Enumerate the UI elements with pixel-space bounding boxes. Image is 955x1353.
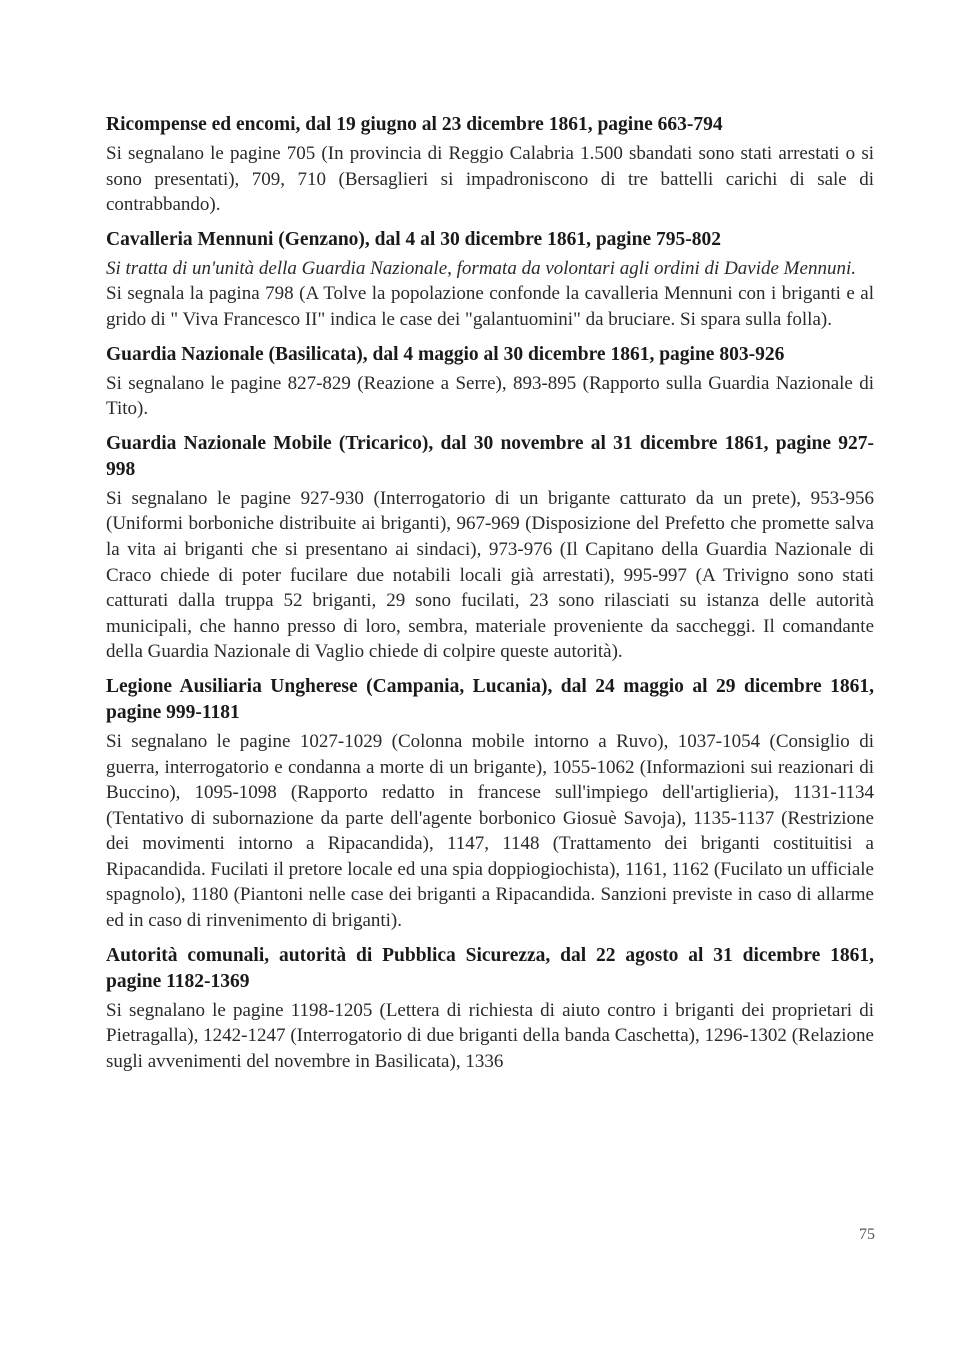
section-heading: Cavalleria Mennuni (Genzano), dal 4 al 30 dicembre 1861, pagine 795-802 bbox=[106, 228, 721, 250]
section-paragraph: Si segnalano le pagine 1027-1029 (Colonna mobile intorno a Ruvo), 1037-1054 (Consiglio di guerra, interrogatorio e condanna a morte di un brigante), 1055-1062 (Informazioni sui reazionari di Buccino), 1095-1098 (Rapporto redatto in francese sull'impiego dell'artiglieria), 1131-1134 (Tentativo di subornazione da parte dell'agente borbonico Giosuè Savoja), 1135-1137 (Restrizione dei movimenti intorno a Ripacandida), 1147, 1148 (Trattamento dei briganti costituitisi a Ripacandida. Fucilati il pretore locale ed una spia doppiogiochista), 1161, 1162 (Fucilato un ufficiale spagnolo), 1180 (Piantoni nelle case dei briganti a Ripacandida. Sanzioni previste in caso di allarme ed in caso di rinvenimento di briganti). bbox=[106, 730, 874, 932]
section-ricompense bbox=[106, 112, 874, 218]
section-paragraph: Si segnalano le pagine 927-930 (Interrogatorio di un brigante catturato da un prete), 953-956 (Uniformi borboniche distribuite ai briganti), 967-969 (Disposizione del Prefetto che promette salva la vita ai briganti che si presentano ai sindaci), 973-976 (Il Capitano della Guardia Nazionale di Craco chiede di poter fucilare due notabili locali già arrestati), 995-997 (A Trivigno sono stati catturati dalla truppa 52 briganti, 29 sono fucilati, 23 sono rilasciati su istanza delle autorità municipali, che hanno presso di loro, sembra, materiale proveniente da saccheggi. Il comandante della Guardia Nazionale di Vaglio chiede di colpire queste autorità). bbox=[106, 487, 874, 663]
section-paragraph: Si segnalano le pagine 705 (In provincia di Reggio Calabria 1.500 sbandati sono stati arrestati o si sono presentati), 709, 710 (Bersaglieri si impadroniscono di tre battelli carichi di sale di contrabbando). bbox=[106, 143, 874, 216]
section-heading: Legione Ausiliaria Ungherese (Campania, Lucania), dal 24 maggio al 29 dicembre 1861, pagine 999-1181 bbox=[106, 675, 874, 723]
section-legione-ungherese bbox=[106, 674, 874, 934]
section-heading: Guardia Nazionale (Basilicata), dal 4 maggio al 30 dicembre 1861, pagine 803-926 bbox=[106, 343, 785, 365]
section-heading: Guardia Nazionale Mobile (Tricarico), dal 30 novembre al 31 dicembre 1861, pagine 927-998 bbox=[106, 432, 874, 480]
section-paragraph: Si segnalano le pagine 1198-1205 (Lettera di richiesta di aiuto contro i briganti dei proprietari di Pietragalla), 1242-1247 (Interrogatorio di due briganti della banda Caschetta), 1296-1302 (Relazione sugli avvenimenti del novembre in Basilicata), 1336 bbox=[106, 999, 874, 1072]
section-heading: Autorità comunali, autorità di Pubblica Sicurezza, dal 22 agosto al 31 dicembre 1861, pagine 1182-1369 bbox=[106, 944, 874, 992]
section-guardia-nazionale-mobile bbox=[106, 431, 874, 665]
section-cavalleria-mennuni bbox=[106, 227, 874, 333]
section-heading: Ricompense ed encomi, dal 19 giugno al 23 dicembre 1861, pagine 663-794 bbox=[106, 114, 723, 135]
document-page bbox=[106, 112, 874, 1083]
section-guardia-nazionale bbox=[106, 342, 874, 422]
section-autorita-comunali bbox=[106, 943, 874, 1075]
section-paragraph: Si segnalano le pagine 827-829 (Reazione a Serre), 893-895 (Rapporto sulla Guardia Nazionale di Tito). bbox=[106, 372, 874, 420]
page-number: 75 bbox=[859, 1226, 875, 1243]
section-note: Si tratta di un'unità della Guardia Nazionale, formata da volontari agli ordini di Davide Mennuni. bbox=[106, 257, 856, 279]
section-paragraph: Si segnala la pagina 798 (A Tolve la popolazione confonde la cavalleria Mennuni con i briganti e al grido di " Viva Francesco II" indica le case dei "galantuomini" da bruciare. Si spara sulla folla). bbox=[106, 283, 874, 330]
